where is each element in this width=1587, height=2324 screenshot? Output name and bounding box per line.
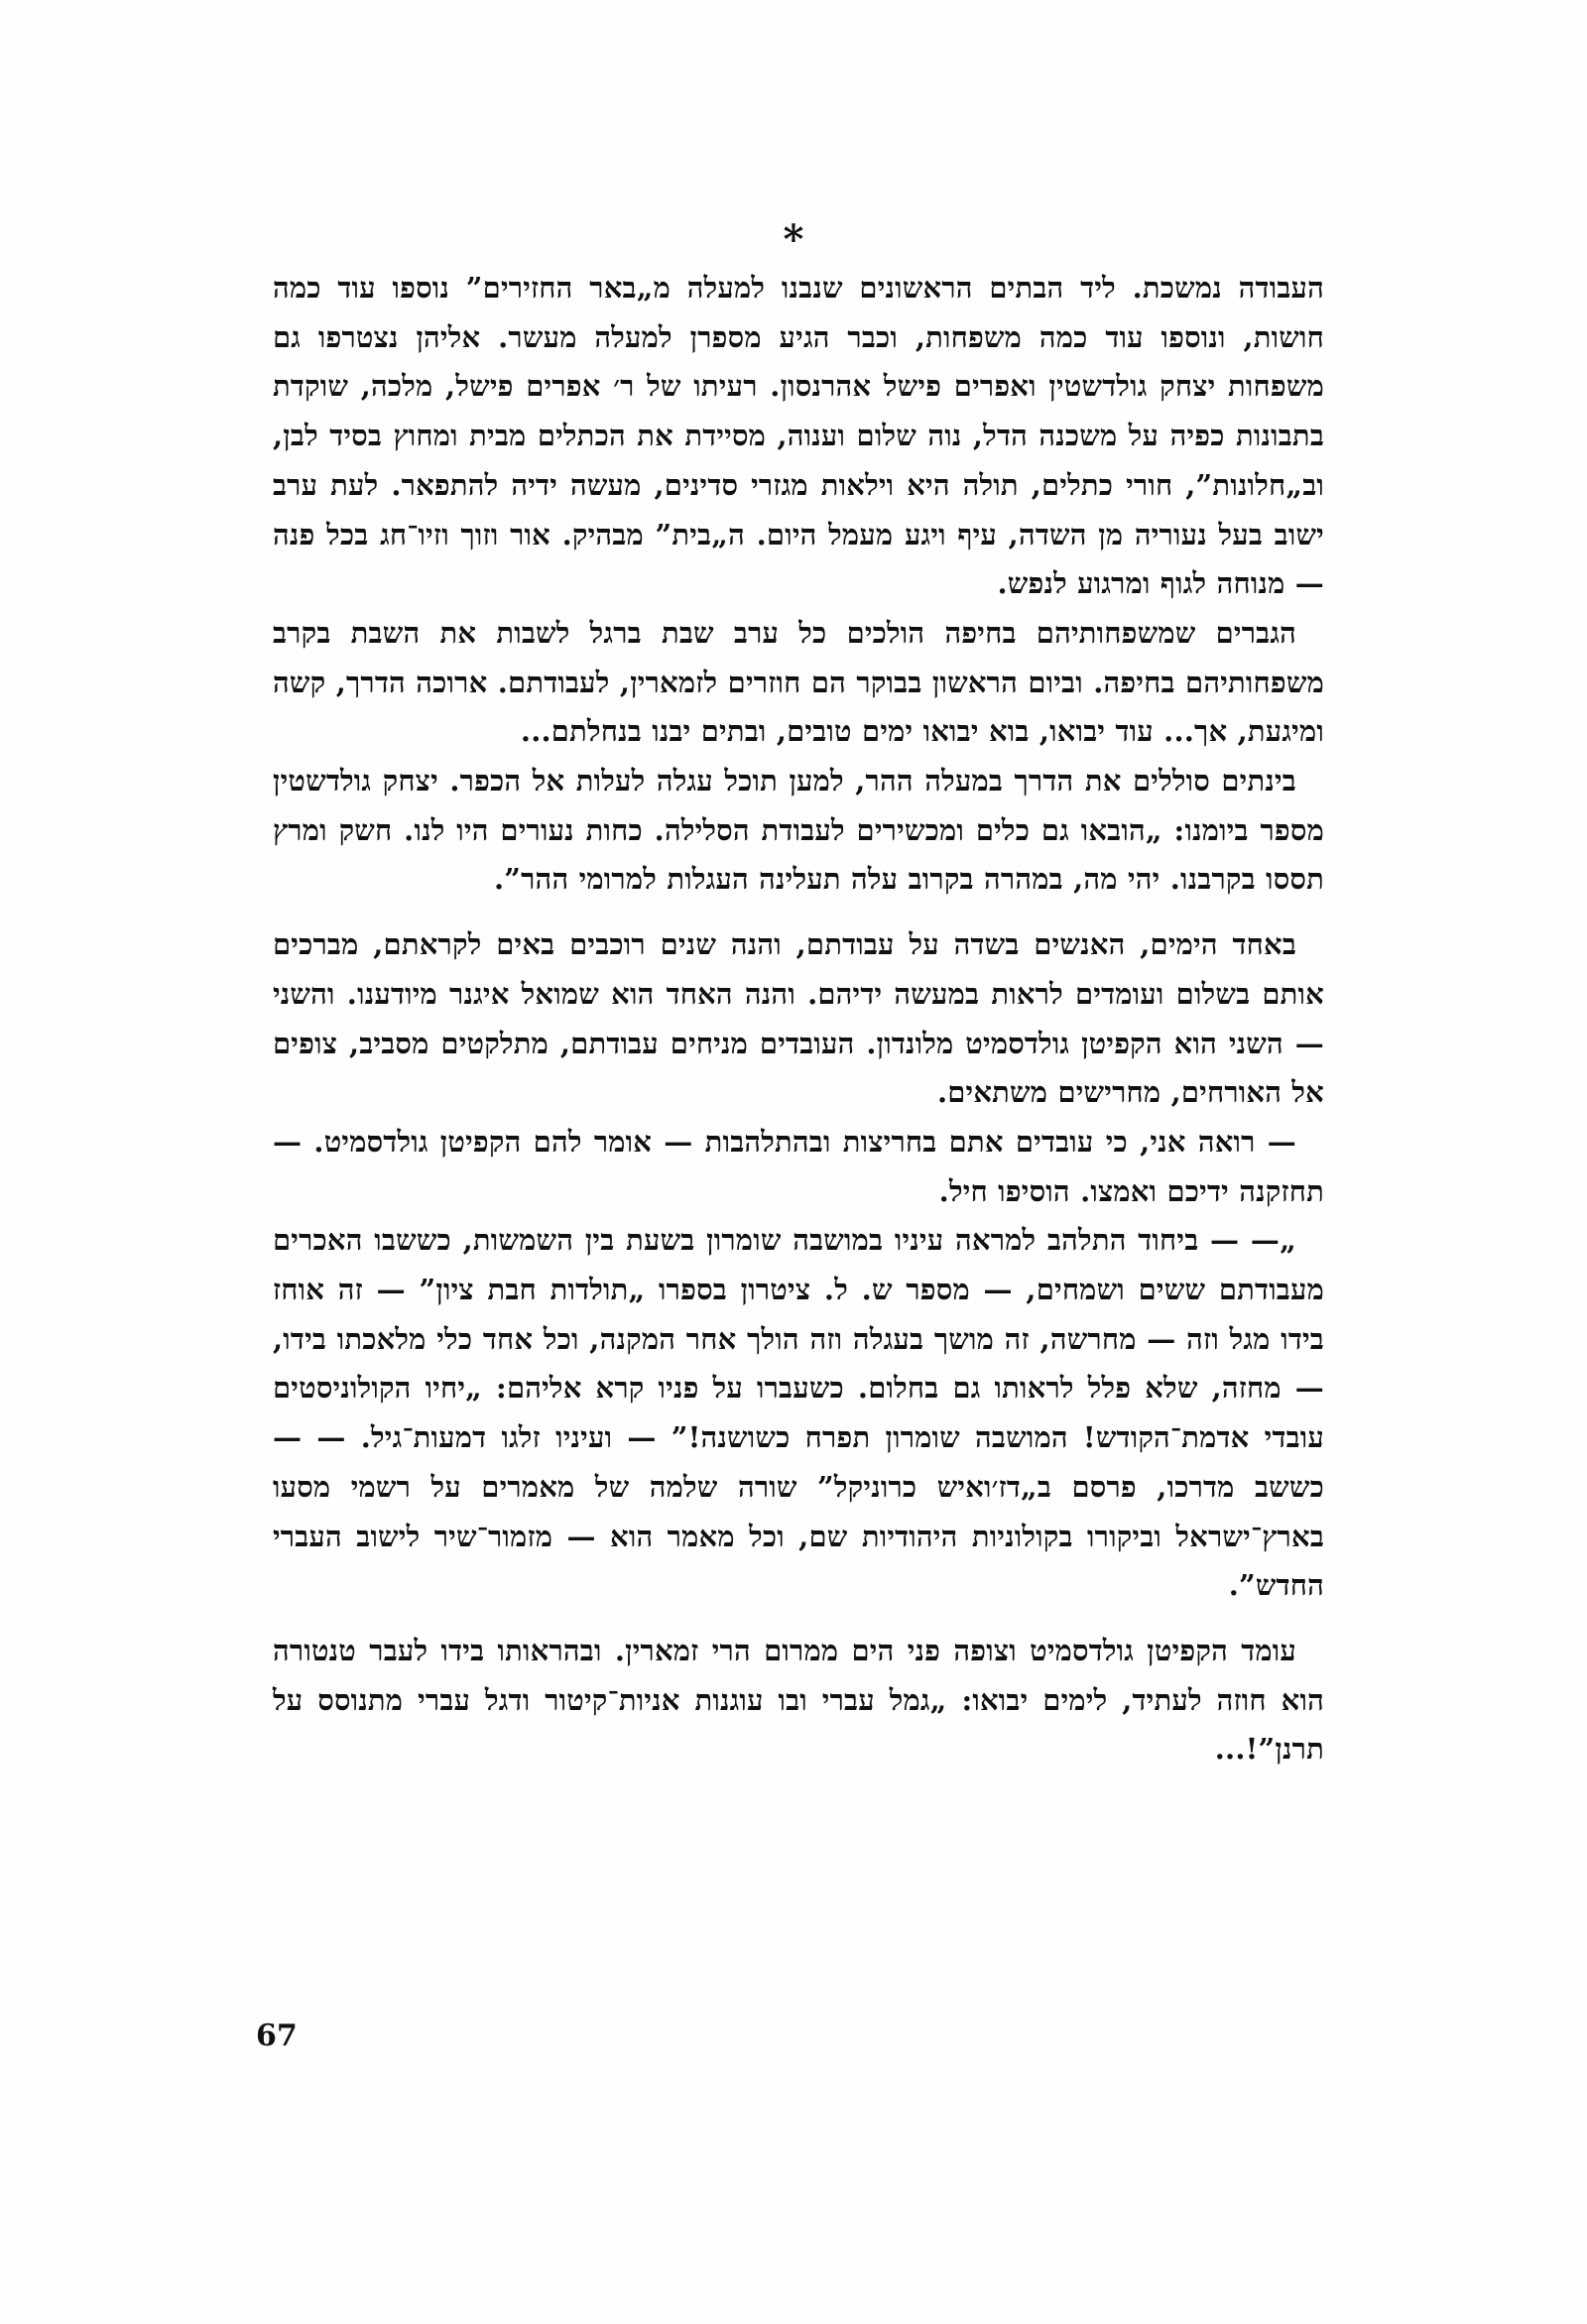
paragraph-riders-visit: באחד הימים, האנשים בשדה על עבודתם, והנה שנים רוכבים באים לקראתם, מברכים אותם בשלום ועומדים לראות במעשה ידיהם. והנה האחד הוא שמואל איגנר מיודענו. והשני — השני הוא הקפיטן גולדסמיט מלונדון. העובדים מניחים עבודתם, מתלקטים מסביב, צופים אל האורחים, מחרישים משתאים. [273, 927, 1324, 1110]
paragraph-sabbath-walk: הגברים שמשפחותיהם בחיפה הולכים כל ערב שבת ברגל לשבות את השבת בקרב משפחותיהם בחיפה. וביום הראשון בבוקר הם חוזרים לזמארין, לעבודתם. ארוכה הדרך, קשה ומיגעת, אך... עוד יבואו, בוא יבואו ימים טובים, ובתים יבנו בנחלתם... [273, 615, 1324, 749]
paragraph-future-vision: עומד הקפיטן גולדסמיט וצופה פני הים ממרום הרי זמארין. ובהראותו בידו לעבר טנטורה הוא חוזה לעתיד, לימים יבואו: „גמל עברי ובו עוגנות אניות־קיטור ודגל עברי מתנוסס על תרנן”!... [273, 1633, 1324, 1767]
page-number: 67 [256, 2018, 298, 2053]
paragraph-zitron-quote: „— — ביחוד התלהב למראה עיניו במושבה שומרון בשעת בין השמשות, כששבו האכרים מעבודתם ששים ושמחים, — מספר ש. ל. ציטרון בספרו „תולדות חבת ציון” — זה אוחז בידו מגל וזה — מחרשה, זה מושך בעגלה וזה הולך אחר המקנה, וכל אחד כלי מלאכתו בידו, — מחזה, שלא פלל לראותו גם בחלום. כשעברו על פניו קרא אליהם: „יחיו הקולוניסטים עובדי אדמת־הקודש! המושבה שומרון תפרח כשושנה!” — ועיניו זלגו דמעות־גיל. — — כששב מדרכו, פרסם ב„דז׳ואיש כרוניקל” שורה שלמה של מאמרים על רשמי מסעו בארץ־ישראל וביקורו בקולוניות היהודיות שם, וכל מאמר הוא — מזמור־שיר לישוב העברי החדש”. [273, 1223, 1324, 1603]
paragraph-road-building: בינתים סוללים את הדרך במעלה ההר, למען תוכל עגלה לעלות אל הכפר. יצחק גולדשטין מספר ביומנו: „הובאו גם כלים ומכשירים לעבודת הסלילה. כחות נעורים היו לנו. חשק ומרץ תססו בקרבנו. יהי מה, במהרה בקרוב עלה תעלינה העגלות למרומי ההר”. [273, 764, 1324, 897]
paragraph-settlement-homes: העבודה נמשכת. ליד הבתים הראשונים שנבנו למעלה מ„באר החזירים” נוספו עוד כמה חושות, ונוספו עוד כמה משפחות, וכבר הגיע מספרן למעלה מעשר. אליהן נצטרפו גם משפחות יצחק גולדשטין ואפרים פישל אהרנסון. רעיתו של ר׳ אפרים פישל, מלכה, שוקדת בתבונות כפיה על משכנה הדל, נוה שלום וענוה, מסיידת את הכתלים מבית ומחוץ בסיד לבן, וב„חלונות”, חורי כתלים, תולה היא וילאות מגזרי סדינים, מעשה ידיה להתפאר. לעת ערב ישוב בעל נעוריה מן השדה, עיף ויגע מעמל היום. ה„בית” מבהיק. אור וזוך וזיו־חג בכל פנה — מנוחה לגוף ומרגוע לנפש. [273, 271, 1324, 601]
section-separator-asterisk: * [783, 216, 804, 263]
paragraph-goldsmid-speech: — רואה אני, כי עובדים אתם בחריצות ובהתלהבות — אומר להם הקפיטן גולדסמיט. — תחזקנה ידיכם ואמצו. הוסיפו חיל. [273, 1124, 1324, 1208]
body-text [273, 264, 1324, 1774]
